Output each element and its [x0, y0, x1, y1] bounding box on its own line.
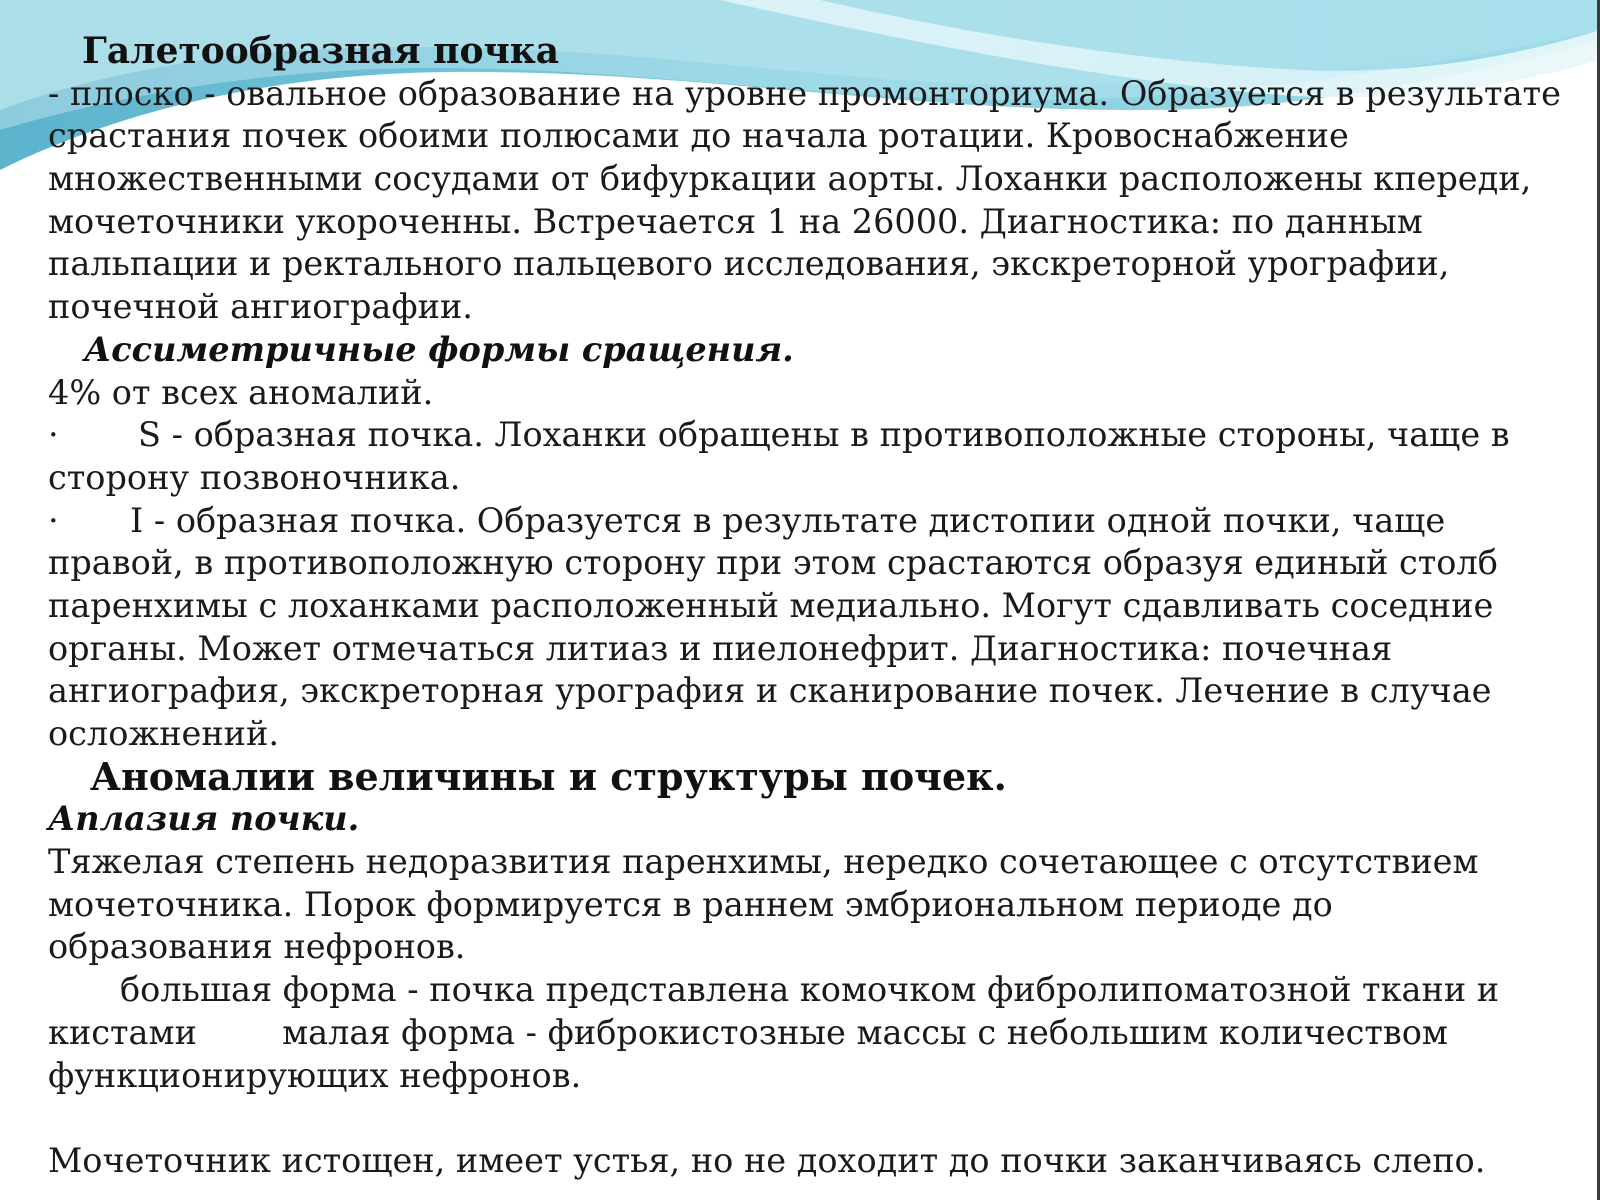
forms-line: большая форма - почка представлена комочком фибролипоматозной ткани и: [120, 970, 1500, 1010]
spacer: [48, 1097, 1588, 1140]
bullet-text: I - образная почка. Образуется в результате дистопии одной почки, чаще: [130, 500, 1446, 540]
paragraph-line: мочеточника. Порок формируется в раннем эмбриональном периоде до: [48, 884, 1333, 924]
bullet-dot-icon: ·: [48, 415, 59, 455]
bullet-i-shaped: [48, 500, 1588, 543]
paragraph-line: множественными сосудами от бифуркации аорты. Лоханки расположены кпереди,: [48, 159, 1532, 199]
bullet-text: S - образная почка. Лоханки обращены в противоположные стороны, чаще в: [138, 415, 1510, 455]
bullet-text-continued: органы. Может отмечаться литиаз и пиелонефрит. Диагностика: почечная: [48, 628, 1393, 668]
bullet-s-shaped: [48, 414, 1588, 457]
statistic-line: 4% от всех аномалий.: [48, 372, 434, 412]
heading-size-structure-anomalies: Аномалии величины и структуры почек.: [90, 753, 1007, 799]
bullet-text-continued: сторону позвоночника.: [48, 457, 461, 497]
heading-asymmetric-forms: Ассиметричные формы сращения.: [84, 329, 794, 369]
bullet-text-continued: ангиография, экскреторная урография и сканирование почек. Лечение в случае: [48, 671, 1492, 711]
bullet-text-continued: правой, в противоположную сторону при этом срастаются образуя единый столб: [48, 543, 1498, 583]
heading-galetoobraznaya: Галетообразная почка: [82, 30, 560, 72]
forms-line: функционирующих нефронов.: [48, 1055, 582, 1095]
paragraph-line: мочеточники укороченны. Встречается 1 на 26000. Диагностика: по данным: [48, 201, 1423, 241]
forms-line: кистами малая форма - фиброкистозные массы с небольшим количеством: [48, 1012, 1448, 1052]
paragraph-line: Тяжелая степень недоразвития паренхимы, нередко сочетающее с отсутствием: [48, 842, 1479, 882]
paragraph-line: - плоско - овальное образование на уровне промонториума. Образуется в результате: [48, 73, 1561, 113]
bullet-text-continued: паренхимы с лоханками расположенный медиально. Могут сдавливать соседние: [48, 585, 1494, 625]
heading-aplasia: Аплазия почки.: [48, 799, 360, 839]
paragraph-line: образования нефронов.: [48, 927, 466, 967]
paragraph-line: пальпации и ректального пальцевого исследования, экскреторной урографии,: [48, 244, 1450, 284]
slide-body: [48, 30, 1588, 1183]
bullet-dot-icon: ·: [48, 500, 59, 540]
paragraph-line: срастания почек обоими полюсами до начала ротации. Кровоснабжение: [48, 116, 1349, 156]
paragraph-line: почечной ангиографии.: [48, 287, 473, 327]
final-line: Мочеточник истощен, имеет устья, но не доходит до почки заканчиваясь слепо.: [48, 1140, 1486, 1180]
bullet-text-continued: осложнений.: [48, 714, 279, 753]
